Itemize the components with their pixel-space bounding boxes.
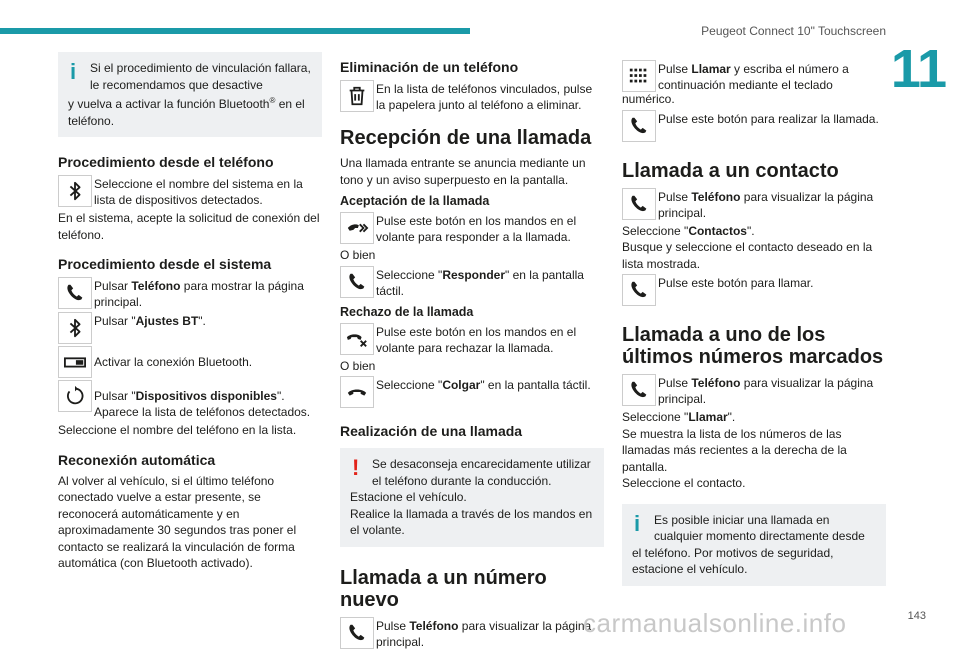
paragraph: O bien <box>340 358 376 373</box>
paragraph: Seleccione el contacto. <box>622 476 746 490</box>
section-title: Procedimiento desde el teléfono <box>58 154 274 170</box>
paragraph: O bien <box>340 248 376 262</box>
step-row: Pulse Teléfono para visualizar la página principal. <box>622 374 886 407</box>
keypad-icon <box>622 60 656 92</box>
section-title: Reconexión automática <box>58 451 216 468</box>
note-lead: Si el procedimiento de vinculación fallara, le recomendamos que desactive <box>90 61 311 92</box>
step-row: Pulsar "Dispositivos disponibles". Aparece la lista de teléfonos detectados. <box>58 380 322 420</box>
bluetooth-icon <box>58 312 92 344</box>
section-title: Procedimiento desde el sistema <box>58 256 272 272</box>
header-title: Peugeot Connect 10" Touchscreen <box>701 24 886 38</box>
warning-icon: ! <box>352 455 360 480</box>
phone-icon <box>622 110 656 142</box>
chapter-number: 11 <box>890 39 946 99</box>
subsection-title: Aceptación de la llamada <box>340 194 490 208</box>
step-row: Seleccione "Responder" en la pantalla táctil. <box>340 266 604 299</box>
paragraph: Una llamada entrante se anuncia mediante un tono y un aviso superpuesto en la pantalla. <box>340 156 586 187</box>
paragraph: Seleccione el nombre del teléfono en la lista. <box>58 423 297 437</box>
step-row: Pulse Llamar y escriba el número a continuación mediante el teclado <box>622 60 886 93</box>
paragraph: Se muestra la lista de los números de las llamadas más recientes a la derecha de la pantalla. <box>622 426 847 474</box>
toggle-icon <box>58 346 92 378</box>
column-3: Pulse Llamar y escriba el número a continuación mediante el teclado numérico. Pulse este botón para realizar la llamada. Llamada a un contacto Pulse Teléfono para visualizar la página principal. Seleccione "Contactos". Busque y seleccione el contacto deseado en la lista mostrada. Pulse este botón para llamar. Llamada a uno de los últimos números marcados Pulse Teléfono para visualizar la página principal. Seleccione "Llamar". Se muestra la lista de los números de las llamadas más recientes a la derecha de la pantalla. Seleccione el contacto. i Es posible iniciar una llamada en cualquier momento directamente desde el teléfono. Por motivos de seguridad, estacione el vehículo. <box>622 58 886 586</box>
paragraph: Al volver al vehículo, si el último teléfono conectado vuelve a estar presente, se reconocerá automáticamente y en aproximadamente 30 segundos tras poner el contacto se realizará la vinculación de forma automática (con Bluetooth activado). <box>58 473 297 570</box>
subsection-title: Rechazo de la llamada <box>340 304 474 319</box>
step-row: Pulse este botón en los mandos en el volante para responder a la llamada. <box>340 212 604 245</box>
step-row: Pulse este botón en los mandos en el volante para rechazar la llamada. <box>340 323 604 356</box>
step-row: Pulsar "Ajustes BT". <box>58 312 322 344</box>
phone-icon <box>622 274 656 306</box>
trash-icon <box>340 80 374 112</box>
section-title: Llamada a un número nuevo <box>340 566 547 611</box>
step-row: Pulse Teléfono para visualizar la página principal. <box>622 188 886 221</box>
step-row: Pulse Teléfono para visualizar la página principal. <box>340 617 604 650</box>
section-title: Realización de una llamada <box>340 423 523 439</box>
section-title: Llamada a un contacto <box>622 159 839 182</box>
paragraph: Busque y seleccione el contacto deseado en la lista mostrada. <box>622 240 873 271</box>
step-row: Seleccione "Colgar" en la pantalla táctil. <box>340 376 604 408</box>
info-icon: i <box>70 59 77 84</box>
step-row: Pulse este botón para llamar. <box>622 274 886 306</box>
column-1 <box>58 52 322 572</box>
header-accent-bar <box>0 28 470 34</box>
phone-icon <box>622 374 656 406</box>
info-icon: i <box>634 510 641 536</box>
section-title: Eliminación de un teléfono <box>340 59 519 75</box>
section-title: Llamada a uno de los últimos números marcados <box>622 324 884 368</box>
note-rest: y vuelva a activar la función Bluetooth® en el teléfono. <box>68 96 305 128</box>
info-note <box>58 52 322 137</box>
phone-answer-icon <box>340 212 374 244</box>
step-row: Seleccione el nombre del sistema en la lista de dispositivos detectados. <box>58 175 322 208</box>
bluetooth-icon <box>58 175 92 207</box>
hangup-icon <box>340 376 374 408</box>
step-row: En la lista de teléfonos vinculados, pulse la papelera junto al teléfono a eliminar. <box>340 80 604 113</box>
refresh-icon <box>58 380 92 412</box>
phone-icon <box>622 188 656 220</box>
paragraph: En el sistema, acepte la solicitud de conexión del teléfono. <box>58 211 320 242</box>
phone-icon <box>58 277 92 309</box>
step-row: Activar la conexión Bluetooth. <box>58 346 322 378</box>
phone-icon <box>340 617 374 649</box>
warning-note: ! Se desaconseja encarecidamente utilizar el teléfono durante la conducción. Estacione el vehículo. Realice la llamada a través de los mandos en el volante. <box>340 448 604 547</box>
step-row: Pulse este botón para realizar la llamada. <box>622 110 886 142</box>
column-2 <box>340 58 604 652</box>
section-title: Recepción de una llamada <box>340 127 592 149</box>
phone-reject-icon <box>340 323 374 355</box>
page-number: 143 <box>907 610 926 622</box>
info-note: i Es posible iniciar una llamada en cualquier momento directamente desde el teléfono. Por motivos de seguridad, estacione el vehículo. <box>622 504 886 586</box>
step-row: Pulsar Teléfono para mostrar la página principal. <box>58 277 322 310</box>
paragraph: numérico. <box>622 92 675 106</box>
phone-icon <box>340 266 374 298</box>
watermark: carmanualsonline.info <box>583 608 847 638</box>
